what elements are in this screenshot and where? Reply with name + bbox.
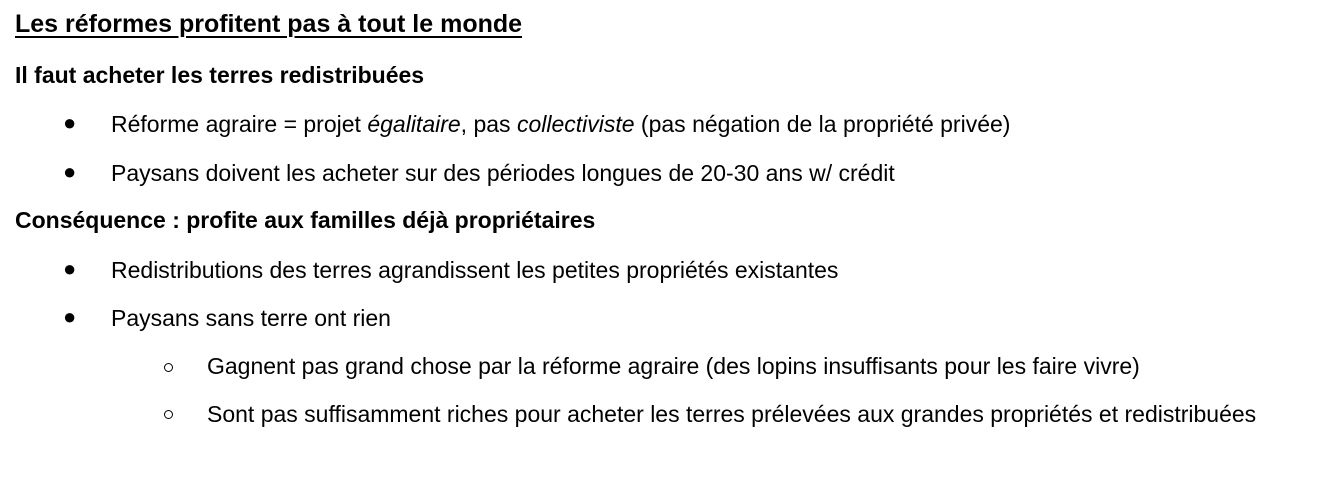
sub-list-item: Sont pas suffisamment riches pour acheter les terres prélevées aux grandes propriétés et redistribuées — [207, 401, 1257, 427]
section-heading-1: Il faut acheter les terres redistribuées — [15, 62, 425, 88]
italic-term: égalitaire — [367, 111, 461, 137]
bullet-circle-icon — [164, 363, 173, 372]
bullet-dot-icon: ● — [63, 256, 77, 281]
list-item: Paysans doivent les acheter sur des périodes longues de 20-30 ans w/ crédit — [111, 160, 895, 186]
section-heading-2: Conséquence : profite aux familles déjà propriétaires — [15, 207, 596, 233]
sub-list-item: Gagnent pas grand chose par la réforme agraire (des lopins insuffisants pour les faire vivre) — [207, 353, 1140, 379]
bullet-circle-icon — [164, 410, 173, 419]
list-item-text: (pas négation de la propriété privée) — [634, 111, 1011, 137]
list-item: Redistributions des terres agrandissent les petites propriétés existantes — [111, 257, 839, 283]
page-title: Les réformes profitent pas à tout le monde — [15, 10, 523, 38]
bullet-dot-icon: ● — [63, 304, 77, 329]
bullet-dot-icon: ● — [63, 159, 77, 184]
list-item — [111, 111, 1010, 138]
bullet-dot-icon: ● — [63, 110, 77, 135]
list-item-text: Réforme agraire = projet — [111, 111, 368, 137]
list-item-text: , pas — [460, 111, 517, 137]
italic-term: collectiviste — [516, 111, 635, 137]
list-item: Paysans sans terre ont rien — [111, 305, 391, 331]
